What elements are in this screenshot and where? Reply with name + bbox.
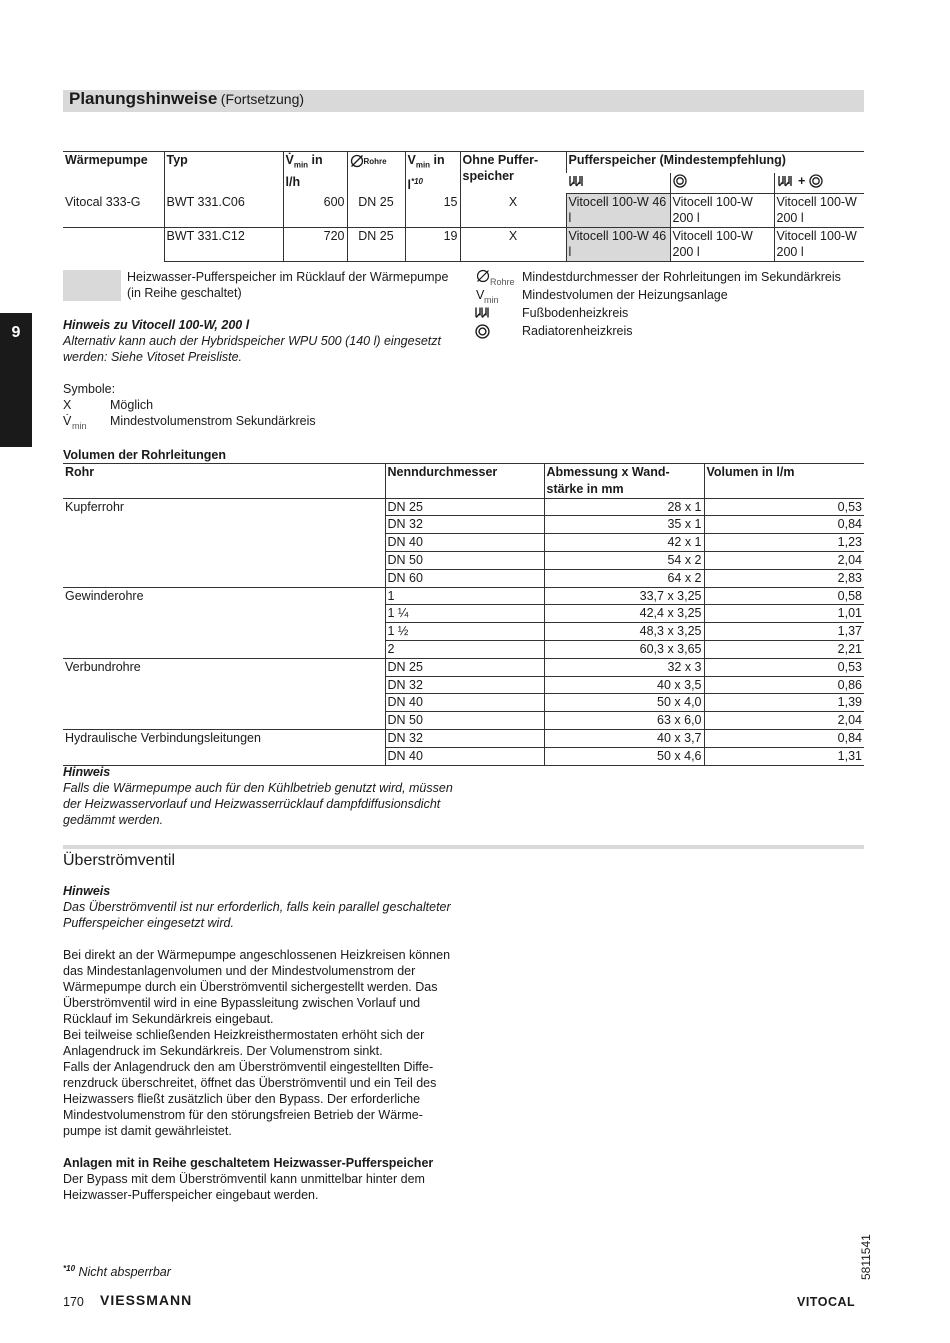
symbols-title: Symbole: [63, 382, 116, 396]
table-row [63, 516, 864, 534]
cell-abmessung: 64 x 2 [544, 569, 704, 587]
legend-shade-swatch [63, 270, 121, 301]
cell-typ: BWT 331.C12 [164, 228, 283, 262]
cell-vmin-l: 19 [405, 228, 460, 262]
cell-nenndurchmesser: DN 32 [385, 516, 544, 534]
cell-nenndurchmesser: DN 32 [385, 676, 544, 694]
radiator-icon [809, 174, 823, 188]
cell-abmessung: 60,3 x 3,65 [544, 640, 704, 658]
hint-title: Hinweis [63, 765, 111, 779]
radiator-icon [475, 324, 490, 339]
table-row [63, 498, 864, 516]
cell-volumen: 1,23 [704, 534, 864, 552]
table-row [63, 658, 864, 676]
legend-symbols [474, 269, 874, 341]
col-header-rohr: Rohr [63, 464, 385, 499]
table-row [63, 194, 864, 228]
cell-wp [63, 228, 164, 262]
cell-abmessung: 42,4 x 3,25 [544, 605, 704, 623]
cell-rohr: Hydraulische Verbindungsleitungen [65, 730, 261, 745]
cell-rohr: Gewinderohre [65, 588, 144, 603]
cell-rohr [63, 623, 385, 641]
cell-volumen: 2,04 [704, 712, 864, 730]
cell-nenndurchmesser: DN 60 [385, 569, 544, 587]
cell-rohr [63, 605, 385, 623]
cell-nenndurchmesser: 1 [385, 587, 544, 605]
heading-title: Planungshinweise [69, 89, 218, 108]
floor-heating-icon [777, 174, 795, 188]
legend-item: Fußbodenheizkreis [474, 305, 874, 323]
cell-volumen: 2,04 [704, 551, 864, 569]
col-header-rohre: Rohre [347, 152, 405, 194]
paragraph: Bei direkt an der Wärmepumpe angeschlossenen Heizkreisen können das Mindestanlagenvolumen und der Mindestvolumenstrom der Wärmepumpe durch ein Überströmventil sichergestellt werden. Das Überströmventil wird in eine Bypassleitung zwischen Vorlauf und Rücklauf im Sekundärkreis eingebaut. [63, 948, 451, 1026]
cell-nenndurchmesser: DN 40 [385, 534, 544, 552]
cell-vmin-lh: 600 [283, 194, 347, 228]
col-header-vmin-l: $V_{min}$ in $l^{*10}$ [405, 152, 460, 194]
cell-abmessung: 63 x 6,0 [544, 712, 704, 730]
cell-ohne: X [460, 194, 566, 228]
buffer-table [63, 151, 864, 262]
table-row [63, 228, 864, 262]
cell-volumen: 1,39 [704, 694, 864, 712]
cell-floor: Vitocell 100-W 46 l [566, 228, 670, 262]
cell-rohr [63, 534, 385, 552]
cell-dn: DN 25 [347, 194, 405, 228]
section-heading [63, 90, 864, 112]
section-title: Überströmventil [63, 852, 176, 869]
product-logo: VITOCAL [797, 1295, 856, 1309]
brand-logo: VIESSMANN [100, 1292, 193, 1308]
cell-rohr [63, 712, 385, 730]
cell-nenndurchmesser: DN 50 [385, 712, 544, 730]
legend-item: V min Mindestvolumen der Heizungsanlage [476, 288, 728, 305]
col-header-waermepumpe: Wärmepumpe [65, 153, 148, 167]
cell-volumen: 0,86 [704, 676, 864, 694]
cell-rohr [63, 516, 385, 534]
table-row [63, 712, 864, 730]
cell-abmessung: 50 x 4,0 [544, 694, 704, 712]
cell-abmessung: 33,7 x 3,25 [544, 587, 704, 605]
cell-volumen: 1,01 [704, 605, 864, 623]
cell-rohr [63, 551, 385, 569]
table-row [63, 676, 864, 694]
cell-rohr [63, 694, 385, 712]
cell-abmessung: 50 x 4,6 [544, 747, 704, 765]
hint-text: Falls die Wärmepumpe auch für den Kühlbetrieb genutzt wird, müssen der Heizwasservorlauf und Heizwasserrücklauf dampfdiffusionsdicht gedämmt werden. [63, 781, 453, 827]
cell-volumen: 0,84 [704, 516, 864, 534]
pipe-volume-table [63, 463, 864, 766]
legend-item: Radiatorenheizkreis [474, 323, 874, 341]
cell-rohr: Verbundrohre [65, 659, 141, 674]
symbols-legend [63, 381, 453, 429]
radiator-icon [673, 174, 687, 188]
paragraph: Bei teilweise schließenden Heizkreisthermostaten erhöht sich der Anlagendruck im Sekundärkreis. Der Volumenstrom sinkt. [63, 1028, 425, 1058]
cell-abmessung: 35 x 1 [544, 516, 704, 534]
table-row [63, 534, 864, 552]
hint-title: Hinweis zu Vitocell 100-W, 200 l [63, 318, 250, 332]
col-header-radiator [670, 173, 774, 194]
cell-abmessung: 40 x 3,5 [544, 676, 704, 694]
floor-heating-icon [474, 305, 492, 320]
cell-abmessung: 28 x 1 [544, 498, 704, 516]
paragraph: Falls der Anlagendruck den am Überströmventil eingestellten Differenzdruck überschreitet, öffnet das Überströmventil und ein Teil des Heizwassers fließt zusätzlich über den Bypass. Der erforderliche Mindestvolumenstrom für den störungsfreien Betrieb der Wärmepumpe ist damit gewährleistet. [63, 1060, 437, 1138]
table-row [63, 605, 864, 623]
legend-item: Rohre Mindestdurchmesser der Rohrleitungen im Sekundärkreis [474, 269, 874, 287]
cell-volumen: 0,84 [704, 729, 864, 747]
cell-abmessung: 48,3 x 3,25 [544, 623, 704, 641]
table-row [63, 747, 864, 765]
cell-nenndurchmesser: DN 40 [385, 694, 544, 712]
cell-floor-radiator: Vitocell 100-W 200 l [774, 228, 864, 262]
cell-vmin-l: 15 [405, 194, 460, 228]
cell-volumen: 2,21 [704, 640, 864, 658]
cell-abmessung: 54 x 2 [544, 551, 704, 569]
col-header-abmessung: Abmessung x Wandstärke in mm [544, 464, 704, 499]
legend-shade-text: Heizwasser-Pufferspeicher im Rücklauf der Wärmepumpe (in Reihe geschaltet) [127, 270, 449, 300]
col-header-floor-heating [566, 173, 670, 194]
page-number: 170 [63, 1295, 84, 1309]
cell-floor-radiator: Vitocell 100-W 200 l [774, 194, 864, 228]
cell-volumen: 1,37 [704, 623, 864, 641]
cell-ohne: X [460, 228, 566, 262]
cell-volumen: 0,58 [704, 587, 864, 605]
cell-vmin-lh: 720 [283, 228, 347, 262]
cell-nenndurchmesser: DN 40 [385, 747, 544, 765]
symbol-item: V̇ min Mindestvolumenstrom Sekundärkreis [63, 414, 316, 431]
cell-radiator: Vitocell 100-W 200 l [670, 228, 774, 262]
cell-dn: DN 25 [347, 228, 405, 262]
cell-rohr [63, 640, 385, 658]
hint-vitocell [63, 317, 453, 365]
hint-title: Hinweis [63, 884, 111, 898]
cell-nenndurchmesser: 1 ¼ [385, 605, 544, 623]
table-row [63, 640, 864, 658]
cell-abmessung: 32 x 3 [544, 658, 704, 676]
table-row [63, 623, 864, 641]
col-header-typ: Typ [164, 152, 283, 194]
table-row [63, 569, 864, 587]
table-row [63, 587, 864, 605]
col-header-nenndurchmesser: Nenndurchmesser [385, 464, 544, 499]
col-header-volumen: Volumen in l/m [704, 464, 864, 499]
cell-floor: Vitocell 100-W 46 l [566, 194, 670, 228]
cell-wp: Vitocal 333-G [63, 194, 164, 228]
cell-nenndurchmesser: DN 25 [385, 658, 544, 676]
heading-subtitle: (Fortsetzung) [220, 91, 305, 107]
document-number: 5811541 [859, 1234, 873, 1280]
cell-volumen: 0,53 [704, 498, 864, 516]
col-header-pufferspeicher: Pufferspeicher (Mindestempfehlung) [566, 152, 864, 173]
diameter-icon [350, 154, 364, 168]
cell-nenndurchmesser: DN 50 [385, 551, 544, 569]
cell-volumen: 2,83 [704, 569, 864, 587]
pipe-table-title: Volumen der Rohrleitungen [63, 448, 226, 462]
section-rule [63, 845, 864, 849]
cell-rohr: Kupferrohr [65, 499, 125, 514]
cell-nenndurchmesser: 2 [385, 640, 544, 658]
cell-abmessung: 42 x 1 [544, 534, 704, 552]
table-row [63, 551, 864, 569]
cell-typ: BWT 331.C06 [164, 194, 283, 228]
floor-heating-icon [568, 174, 586, 188]
cell-rohr [63, 676, 385, 694]
cell-nenndurchmesser: DN 32 [385, 729, 544, 747]
section-body [63, 883, 455, 1203]
hint-text: Das Überströmventil ist nur erforderlich, falls kein parallel geschalteter Pufferspeicher eingesetzt wird. [63, 900, 451, 930]
paragraph: Der Bypass mit dem Überströmventil kann unmittelbar hinter dem Heizwasser-Pufferspeicher eingebaut werden. [63, 1172, 425, 1202]
cell-volumen: 1,31 [704, 747, 864, 765]
cell-radiator: Vitocell 100-W 200 l [670, 194, 774, 228]
hint-cooling [63, 764, 455, 828]
cell-abmessung: 40 x 3,7 [544, 729, 704, 747]
hint-text: Alternativ kann auch der Hybridspeicher WPU 500 (140 l) eingesetzt werden: Siehe Vitoset Preisliste. [63, 334, 441, 364]
cell-volumen: 0,53 [704, 658, 864, 676]
diameter-icon [476, 269, 490, 283]
table-row [63, 729, 864, 747]
col-header-floor-plus-radiator: + [774, 173, 864, 194]
cell-rohr [63, 569, 385, 587]
table-row [63, 694, 864, 712]
cell-nenndurchmesser: DN 25 [385, 498, 544, 516]
footnote: $^{*10}$ Nicht absperrbar [63, 1264, 171, 1280]
cell-rohr [63, 747, 385, 765]
col-header-ohne-puffer: Ohne Pufferspeicher [460, 152, 566, 194]
subsection-title: Anlagen mit in Reihe geschaltetem Heizwasser-Pufferspeicher [63, 1156, 434, 1170]
cell-nenndurchmesser: 1 ½ [385, 623, 544, 641]
chapter-tab: 9 [0, 313, 32, 447]
symbol-item: X Möglich [63, 398, 154, 412]
col-header-vmin-lh: $V̇_{min}$ in l/h [283, 152, 347, 194]
